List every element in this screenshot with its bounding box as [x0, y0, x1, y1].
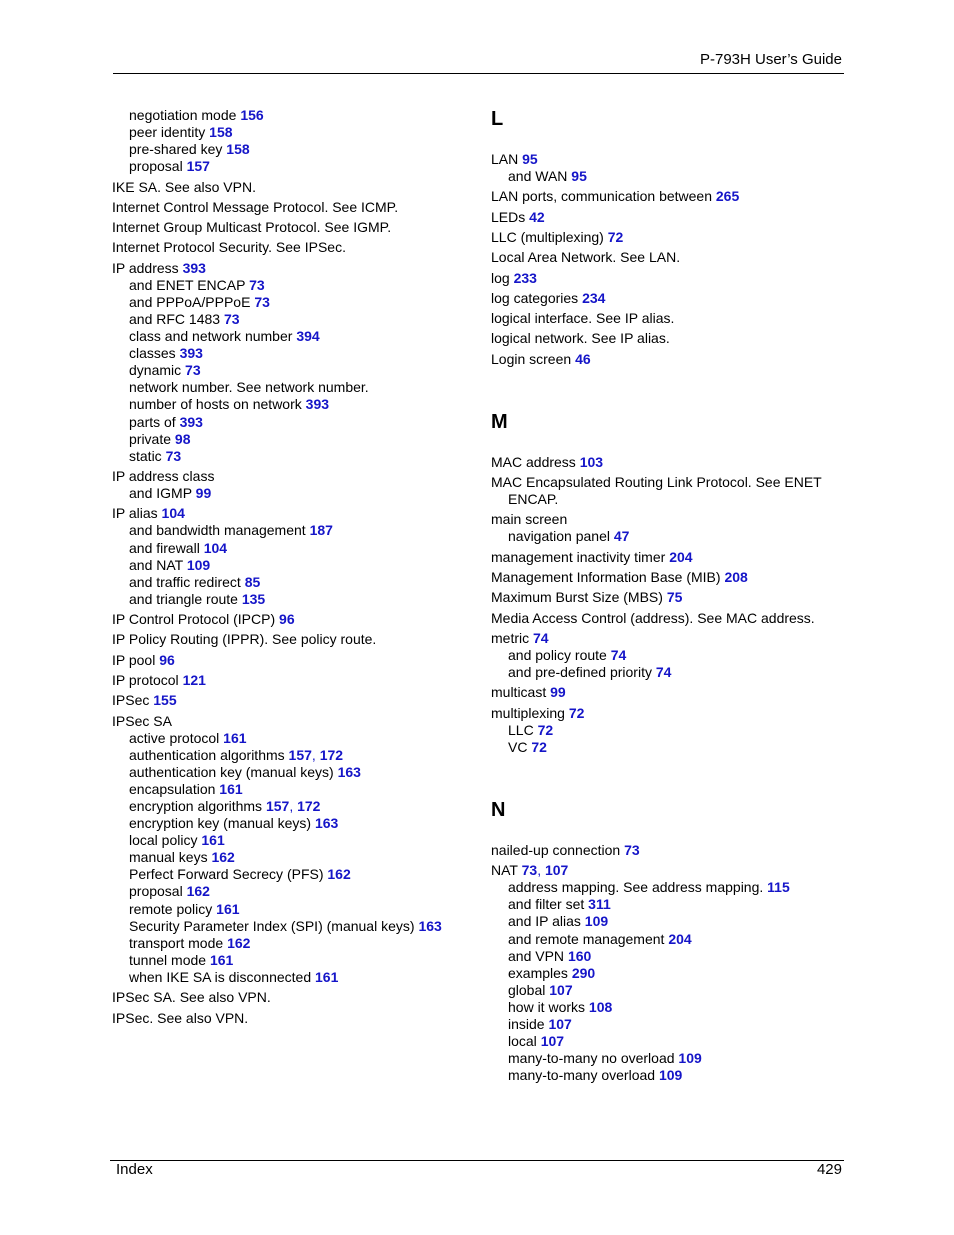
page-link[interactable]: 163: [418, 917, 442, 934]
index-term: private: [129, 430, 175, 447]
index-term: proposal: [129, 158, 187, 175]
index-column-left: [112, 107, 462, 1027]
index-entry: [491, 511, 836, 528]
page-link[interactable]: 187: [309, 522, 333, 539]
index-subentry: [112, 901, 462, 918]
page-link[interactable]: 161: [219, 780, 243, 797]
index-term: global: [508, 981, 550, 998]
index-term: encryption algorithms: [129, 798, 266, 814]
index-subentry: [112, 849, 462, 866]
index-term: inside: [508, 1016, 549, 1033]
page-link[interactable]: 155: [153, 692, 177, 709]
index-term: encryption key (manual keys): [129, 815, 315, 832]
index-entry: [112, 199, 462, 216]
index-entry: [112, 219, 462, 236]
index-subentry: [491, 1067, 836, 1084]
index-subentry: [112, 345, 462, 362]
index-term: and policy route: [508, 646, 611, 663]
index-term: pre-shared key: [129, 141, 227, 158]
page-link[interactable]: 72: [568, 704, 585, 721]
page-link[interactable]: 73: [521, 862, 538, 879]
index-subentry: [112, 328, 462, 345]
index-entry: [491, 842, 836, 859]
index-term: multicast: [491, 684, 551, 701]
index-subentry: [491, 913, 836, 930]
section-letter-n: N: [491, 798, 506, 821]
page-link[interactable]: 394: [296, 328, 320, 345]
index-subentry: [112, 414, 462, 431]
page-link[interactable]: 73: [249, 276, 265, 293]
index-term: IP address: [112, 259, 183, 276]
index-entry: [491, 310, 836, 327]
index-entry: [491, 290, 836, 307]
index-subentry: [112, 311, 462, 328]
page-link[interactable]: 107: [540, 1033, 565, 1050]
index-term: and ENET ENCAP: [129, 276, 250, 293]
page-link[interactable]: 204: [668, 930, 692, 947]
index-entry: [491, 474, 836, 508]
page-link[interactable]: 161: [223, 729, 247, 746]
page-link[interactable]: 158: [209, 124, 233, 141]
index-entry: [491, 351, 836, 368]
index-term: main screen: [491, 511, 568, 528]
page-link[interactable]: 157: [265, 798, 290, 814]
index-entry: [491, 151, 836, 168]
index-subentry: [491, 931, 836, 948]
index-term: LAN: [491, 151, 523, 167]
index-subentry: [112, 591, 462, 608]
index-subentry: [491, 982, 836, 999]
index-term: and bandwidth management: [129, 522, 310, 539]
index-subentry: [112, 574, 462, 591]
page-link[interactable]: 161: [209, 951, 234, 968]
index-term: IPSec SA: [112, 712, 172, 729]
index-term: Local Area Network. See LAN.: [491, 249, 681, 266]
page-link[interactable]: 311: [588, 896, 611, 913]
index-term: local: [508, 1033, 541, 1050]
index-term: many-to-many no overload: [508, 1050, 679, 1067]
page-link[interactable]: 156: [240, 107, 264, 123]
index-entry: [491, 630, 836, 647]
index-term: IP Policy Routing (IPPR). See policy route.: [112, 631, 377, 648]
index-term: examples: [508, 964, 572, 981]
index-subentry: [491, 999, 836, 1016]
page-link[interactable]: 73: [185, 362, 201, 379]
footer-label: Index: [116, 1161, 153, 1178]
index-term: and filter set: [508, 896, 589, 913]
index-subentry: [491, 168, 836, 185]
index-term: authentication key (manual keys): [129, 763, 338, 780]
index-entry: [112, 1010, 462, 1027]
page-link[interactable]: 73: [223, 310, 240, 327]
index-term: dynamic: [129, 362, 186, 379]
page-separator: ,: [537, 862, 545, 879]
index-term: when IKE SA is disconnected: [129, 968, 315, 985]
index-term: and remote management: [508, 930, 669, 947]
page-link[interactable]: 72: [607, 228, 624, 245]
index-term: and PPPoA/PPPoE: [129, 293, 255, 310]
index-entry: [112, 652, 462, 669]
index-subentry: [112, 557, 462, 574]
index-entry: [112, 989, 462, 1006]
index-subentry: [112, 141, 462, 158]
page-link[interactable]: 393: [179, 345, 203, 362]
page-link[interactable]: 72: [537, 721, 554, 738]
index-subentry: [112, 832, 462, 849]
page-link[interactable]: 121: [182, 671, 206, 688]
page-link[interactable]: 96: [279, 611, 295, 628]
index-entry: [491, 549, 836, 566]
index-subentry: [491, 664, 836, 681]
index-term: LEDs: [491, 208, 530, 225]
index-entry: [491, 569, 836, 586]
index-subentry: [112, 747, 462, 764]
page-link[interactable]: 99: [195, 485, 212, 502]
index-entry: [112, 692, 462, 709]
index-term: IP protocol: [112, 671, 183, 688]
index-subentry: [112, 866, 462, 883]
index-entry: [112, 672, 462, 689]
index-subentry: [112, 158, 462, 175]
page-link[interactable]: 72: [531, 738, 547, 755]
index-term: proposal: [129, 883, 187, 900]
index-subentry: [491, 896, 836, 913]
index-entry: [491, 705, 836, 722]
index-term: Security Parameter Index (SPI) (manual keys): [129, 917, 419, 934]
page-link[interactable]: 98: [174, 430, 191, 447]
index-subentry: [112, 431, 462, 448]
index-term: Maximum Burst Size (MBS): [491, 589, 667, 606]
page-link[interactable]: 162: [327, 866, 351, 883]
index-subentry: [112, 883, 462, 900]
index-subentry: [112, 540, 462, 557]
index-entry: [112, 468, 462, 485]
index-subentry: [491, 528, 836, 545]
page-link[interactable]: 157: [288, 746, 312, 763]
page-link[interactable]: 290: [571, 964, 596, 981]
index-term: class and network number: [129, 328, 297, 345]
page-link[interactable]: 157: [186, 158, 210, 175]
index-entry: [491, 229, 836, 246]
page-link[interactable]: 208: [724, 569, 748, 586]
index-term: and WAN: [508, 168, 572, 185]
page-link[interactable]: 204: [669, 548, 693, 565]
page-link[interactable]: 393: [305, 396, 330, 413]
index-subentry: [112, 379, 462, 396]
index-term: Internet Group Multicast Protocol. See IGMP.: [112, 219, 392, 236]
index-term: transport mode: [129, 934, 228, 951]
index-subentry: [112, 107, 462, 124]
index-term: how it works: [508, 998, 589, 1015]
index-subentry: [112, 764, 462, 781]
index-subentry: [112, 396, 462, 413]
index-subentry: [491, 948, 836, 965]
index-term: and VPN: [508, 947, 568, 964]
index-term: Perfect Forward Secrecy (PFS): [129, 866, 328, 883]
page-link[interactable]: 103: [579, 453, 604, 470]
index-term: IPSec SA. See also VPN.: [112, 989, 271, 1006]
index-term: local policy: [129, 832, 202, 849]
index-term: log categories: [491, 289, 583, 306]
page-link[interactable]: 42: [529, 208, 545, 225]
index-subentry: [491, 722, 836, 739]
index-subentry: [491, 1050, 836, 1067]
index-term: active protocol: [129, 729, 224, 746]
index-term: IPSec: [112, 692, 154, 709]
page-number: 429: [816, 1161, 842, 1178]
index-term: parts of: [129, 413, 180, 430]
index-entry: [112, 179, 462, 196]
page-link[interactable]: 109: [658, 1067, 683, 1084]
index-term: and NAT: [129, 556, 187, 573]
index-term: LAN ports, communication between: [491, 188, 716, 205]
index-subentry: [112, 485, 462, 502]
index-term: LLC: [508, 721, 538, 738]
index-term: peer identity: [129, 124, 210, 141]
index-term: IP pool: [112, 651, 160, 668]
index-term: IPSec. See also VPN.: [112, 1009, 249, 1026]
index-term: and IP alias: [508, 913, 585, 930]
index-term: authentication algorithms: [129, 746, 289, 763]
index-entry: [112, 260, 462, 277]
index-term: remote policy: [129, 900, 217, 917]
index-term: LLC (multiplexing): [491, 228, 608, 245]
index-term: IP Control Protocol (IPCP): [112, 611, 280, 628]
index-subentry: [112, 815, 462, 832]
index-subentry: [491, 1033, 836, 1050]
page-link[interactable]: 108: [588, 998, 613, 1015]
page-link[interactable]: 107: [548, 1016, 572, 1033]
footer-rule: [110, 1160, 844, 1161]
index-subentry: [112, 448, 462, 465]
index-term: multiplexing: [491, 704, 569, 721]
page-link[interactable]: 74: [533, 629, 549, 646]
index-term: navigation panel: [508, 528, 614, 545]
index-term: and IGMP: [129, 485, 196, 502]
index-term: NAT: [491, 862, 522, 879]
page-link[interactable]: 96: [159, 651, 175, 668]
index-subentry: [491, 1016, 836, 1033]
index-entry: [491, 249, 836, 266]
index-term: logical interface. See IP alias.: [491, 310, 675, 327]
page-link[interactable]: 161: [216, 900, 240, 917]
page-link[interactable]: 95: [522, 151, 538, 167]
index-subentry: [112, 362, 462, 379]
index-subentry: [112, 277, 462, 294]
page-link[interactable]: 163: [337, 763, 361, 780]
index-term: MAC address: [491, 453, 580, 470]
index-term: Management Information Base (MIB): [491, 569, 725, 586]
index-subentry: [491, 965, 836, 982]
index-term: encapsulation: [129, 780, 220, 797]
index-term: address mapping. See address mapping.: [508, 879, 768, 896]
page-link[interactable]: 172: [297, 798, 321, 814]
index-term: network number. See network number.: [129, 379, 369, 396]
index-subentry: [112, 781, 462, 798]
index-subentry: [112, 124, 462, 141]
page-link[interactable]: 163: [314, 815, 339, 832]
index-entry: [491, 209, 836, 226]
index-term: Media Access Control (address). See MAC address.: [491, 609, 815, 626]
index-term: Internet Protocol Security. See IPSec.: [112, 239, 346, 256]
index-term: and pre-defined priority: [508, 664, 656, 681]
index-term: and RFC 1483: [129, 310, 224, 327]
page-link[interactable]: 73: [624, 841, 640, 858]
index-subentry: [112, 952, 462, 969]
index-term: MAC Encapsulated Routing Link Protocol. See ENET ENCAP.: [491, 474, 822, 508]
index-term: metric: [491, 629, 533, 646]
index-subentry: [112, 969, 462, 986]
index-term: tunnel mode: [129, 951, 210, 968]
page-link[interactable]: 107: [544, 862, 569, 879]
index-term: and firewall: [129, 539, 204, 556]
index-entry: [112, 631, 462, 648]
index-term: nailed-up connection: [491, 841, 625, 858]
page-link[interactable]: 107: [549, 981, 573, 998]
page-link[interactable]: 162: [227, 934, 251, 951]
index-term: log: [491, 269, 514, 286]
page-link[interactable]: 104: [161, 505, 185, 522]
page-link[interactable]: 162: [211, 849, 235, 866]
page-link[interactable]: 47: [613, 528, 630, 545]
page-link[interactable]: 161: [201, 832, 225, 849]
page-link[interactable]: 162: [186, 883, 210, 900]
index-term: Internet Control Message Protocol. See ICMP.: [112, 198, 399, 215]
index-term: manual keys: [129, 849, 212, 866]
page-link[interactable]: 234: [582, 289, 606, 306]
index-column-right: [491, 107, 836, 1084]
page-link[interactable]: 161: [315, 968, 339, 985]
index-subentry: [491, 879, 836, 896]
page-link[interactable]: 104: [203, 539, 228, 556]
page-link[interactable]: 73: [254, 293, 270, 310]
page-separator: ,: [311, 746, 320, 763]
page-link[interactable]: 172: [319, 746, 344, 763]
page-link[interactable]: 233: [513, 269, 537, 286]
index-entry: [491, 454, 836, 471]
index-subentry: [112, 730, 462, 747]
index-entry: [491, 610, 836, 627]
page-separator: ,: [289, 798, 298, 814]
page-link[interactable]: 46: [575, 350, 591, 367]
page-link[interactable]: 115: [767, 879, 790, 896]
index-term: static: [129, 447, 166, 464]
page-link[interactable]: 393: [179, 413, 203, 430]
page-link[interactable]: 109: [584, 913, 609, 930]
index-term: IP alias: [112, 505, 162, 522]
index-term: many-to-many overload: [508, 1067, 659, 1084]
index-subentry: [112, 522, 462, 539]
page-link[interactable]: 95: [571, 168, 587, 185]
page-link[interactable]: 135: [241, 590, 266, 607]
header-title: P-793H User’s Guide: [699, 51, 842, 68]
page-link[interactable]: 160: [567, 947, 592, 964]
header-rule: [113, 73, 844, 74]
page-link[interactable]: 158: [226, 141, 250, 158]
index-entry: [112, 713, 462, 730]
index-entry: [112, 611, 462, 628]
index-entry: [491, 270, 836, 287]
page-link[interactable]: 265: [715, 188, 740, 205]
page-link[interactable]: 393: [182, 259, 206, 276]
index-entry: [112, 239, 462, 256]
page-link[interactable]: 85: [244, 573, 261, 590]
page-link[interactable]: 74: [610, 646, 627, 663]
index-entry: [491, 862, 836, 879]
index-subentry: [112, 935, 462, 952]
index-term: VC: [508, 738, 532, 755]
index-term: number of hosts on network: [129, 396, 306, 413]
index-subentry: [112, 918, 462, 935]
section-letter-l: L: [491, 108, 504, 130]
index-term: negotiation mode: [129, 107, 241, 123]
index-subentry: [112, 294, 462, 311]
page-link[interactable]: 109: [186, 556, 211, 573]
index-subentry: [112, 798, 462, 815]
section-letter-m: M: [491, 410, 508, 433]
index-entry: [491, 330, 836, 347]
page-link[interactable]: 75: [666, 589, 683, 606]
index-term: IP address class: [112, 468, 215, 484]
index-entry: [491, 684, 836, 701]
index-term: management inactivity timer: [491, 548, 670, 565]
index-entry: [112, 505, 462, 522]
index-term: classes: [129, 345, 180, 362]
index-term: and triangle route: [129, 590, 242, 607]
page-link[interactable]: 73: [165, 447, 182, 464]
index-term: Login screen: [491, 350, 576, 367]
index-subentry: [491, 647, 836, 664]
index-entry: [491, 188, 836, 205]
index-entry: [491, 589, 836, 606]
index-term: logical network. See IP alias.: [491, 330, 670, 347]
page-link[interactable]: 99: [550, 684, 566, 701]
index-subentry: [491, 739, 836, 756]
page-link[interactable]: 74: [655, 664, 672, 681]
page-link[interactable]: 109: [678, 1050, 702, 1067]
index-term: IKE SA. See also VPN.: [112, 178, 256, 195]
index-term: and traffic redirect: [129, 573, 245, 590]
